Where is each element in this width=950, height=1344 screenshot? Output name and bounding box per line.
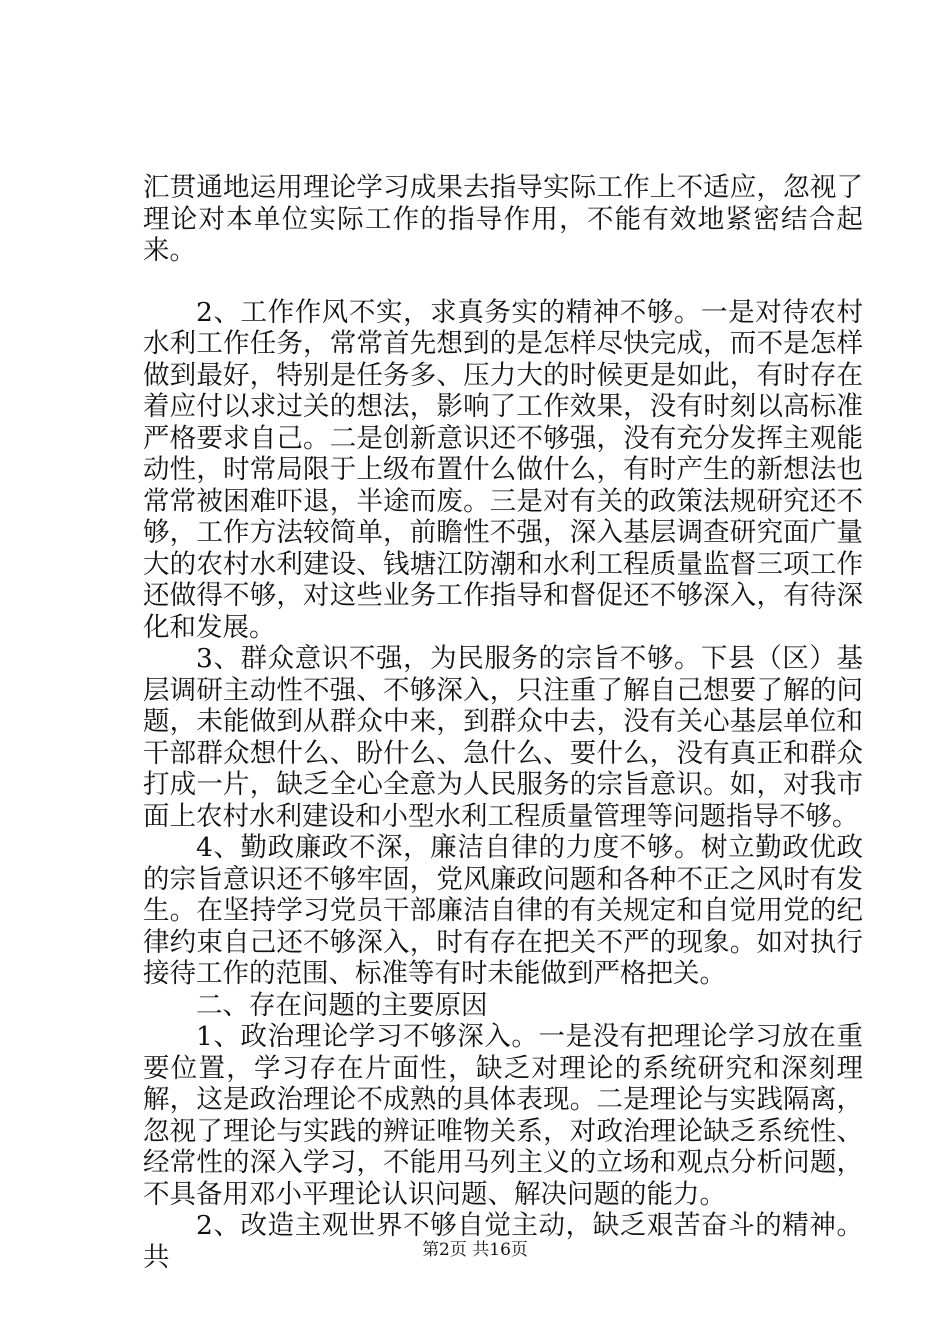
paragraph-continued-text: 汇贯通地运用理论学习成果去指导实际工作上不适应，忽视了理论对本单位实际工作的指导作用，不能有效地紧密结合起来。 <box>143 172 863 266</box>
document-body <box>143 172 863 1273</box>
paragraph-mass-awareness: 3、群众意识不强，为民服务的宗旨不够。下县（区）基层调研主动性不强、不够深入，只注重了解自己想要了解的问题，未能做到从群众中来，到群众中去，没有关心基层单位和干部群众想什么、盼什么、急什么、要什么，没有真正和群众打成一片，缺乏全心全意为人民服务的宗旨意识。如，对我市面上农村水利建设和小型水利工程质量管理等问题指导不够。 <box>143 643 863 832</box>
paragraph-work-style: 2、工作作风不实，求真务实的精神不够。一是对待农村水利工作任务，常常首先想到的是怎样尽快完成，而不是怎样做到最好，特别是任务多、压力大的时候更是如此，有时存在着应付以求过关的想法，影响了工作效果，没有时刻以高标准严格要求自己。二是创新意识还不够强，没有充分发挥主观能动性，时常局限于上级布置什么做什么，有时产生的新想法也常常被困难吓退，半途而废。三是对有关的政策法规研究还不够，工作方法较简单，前瞻性不强，深入基层调查研究面广量大的农村水利建设、钱塘江防潮和水利工程质量监督三项工作还做得不够，对这些业务工作指导和督促还不够深入，有待深化和发展。 <box>143 296 863 643</box>
paragraph-diligence-integrity: 4、勤政廉政不深，廉洁自律的力度不够。树立勤政优政的宗旨意识还不够牢固，党风廉政问题和各种不正之风时有发生。在坚持学习党员干部廉洁自律的有关规定和自觉用党的纪律约束自己还不够深入，时有存在把关不严的现象。如对执行接待工作的范围、标准等有时未能做到严格把关。 <box>143 832 863 989</box>
page-footer: 第2页 共16页 <box>422 1240 528 1260</box>
paragraph-subjective-world: 2、改造主观世界不够自觉主动，缺乏艰苦奋斗的精神。共 <box>143 1210 863 1273</box>
paragraph-theory-study: 1、政治理论学习不够深入。一是没有把理论学习放在重要位置，学习存在片面性，缺乏对理论的系统研究和深刻理解，这是政治理论不成熟的具体表现。二是理论与实践隔离，忽视了理论与实践的辨证唯物关系，对政治理论缺乏系统性、经常性的深入学习，不能用马列主义的立场和观点分析问题，不具备用邓小平理论认识问题、解决问题的能力。 <box>143 1021 863 1210</box>
section-heading-main-causes: 二、存在问题的主要原因 <box>196 989 488 1021</box>
